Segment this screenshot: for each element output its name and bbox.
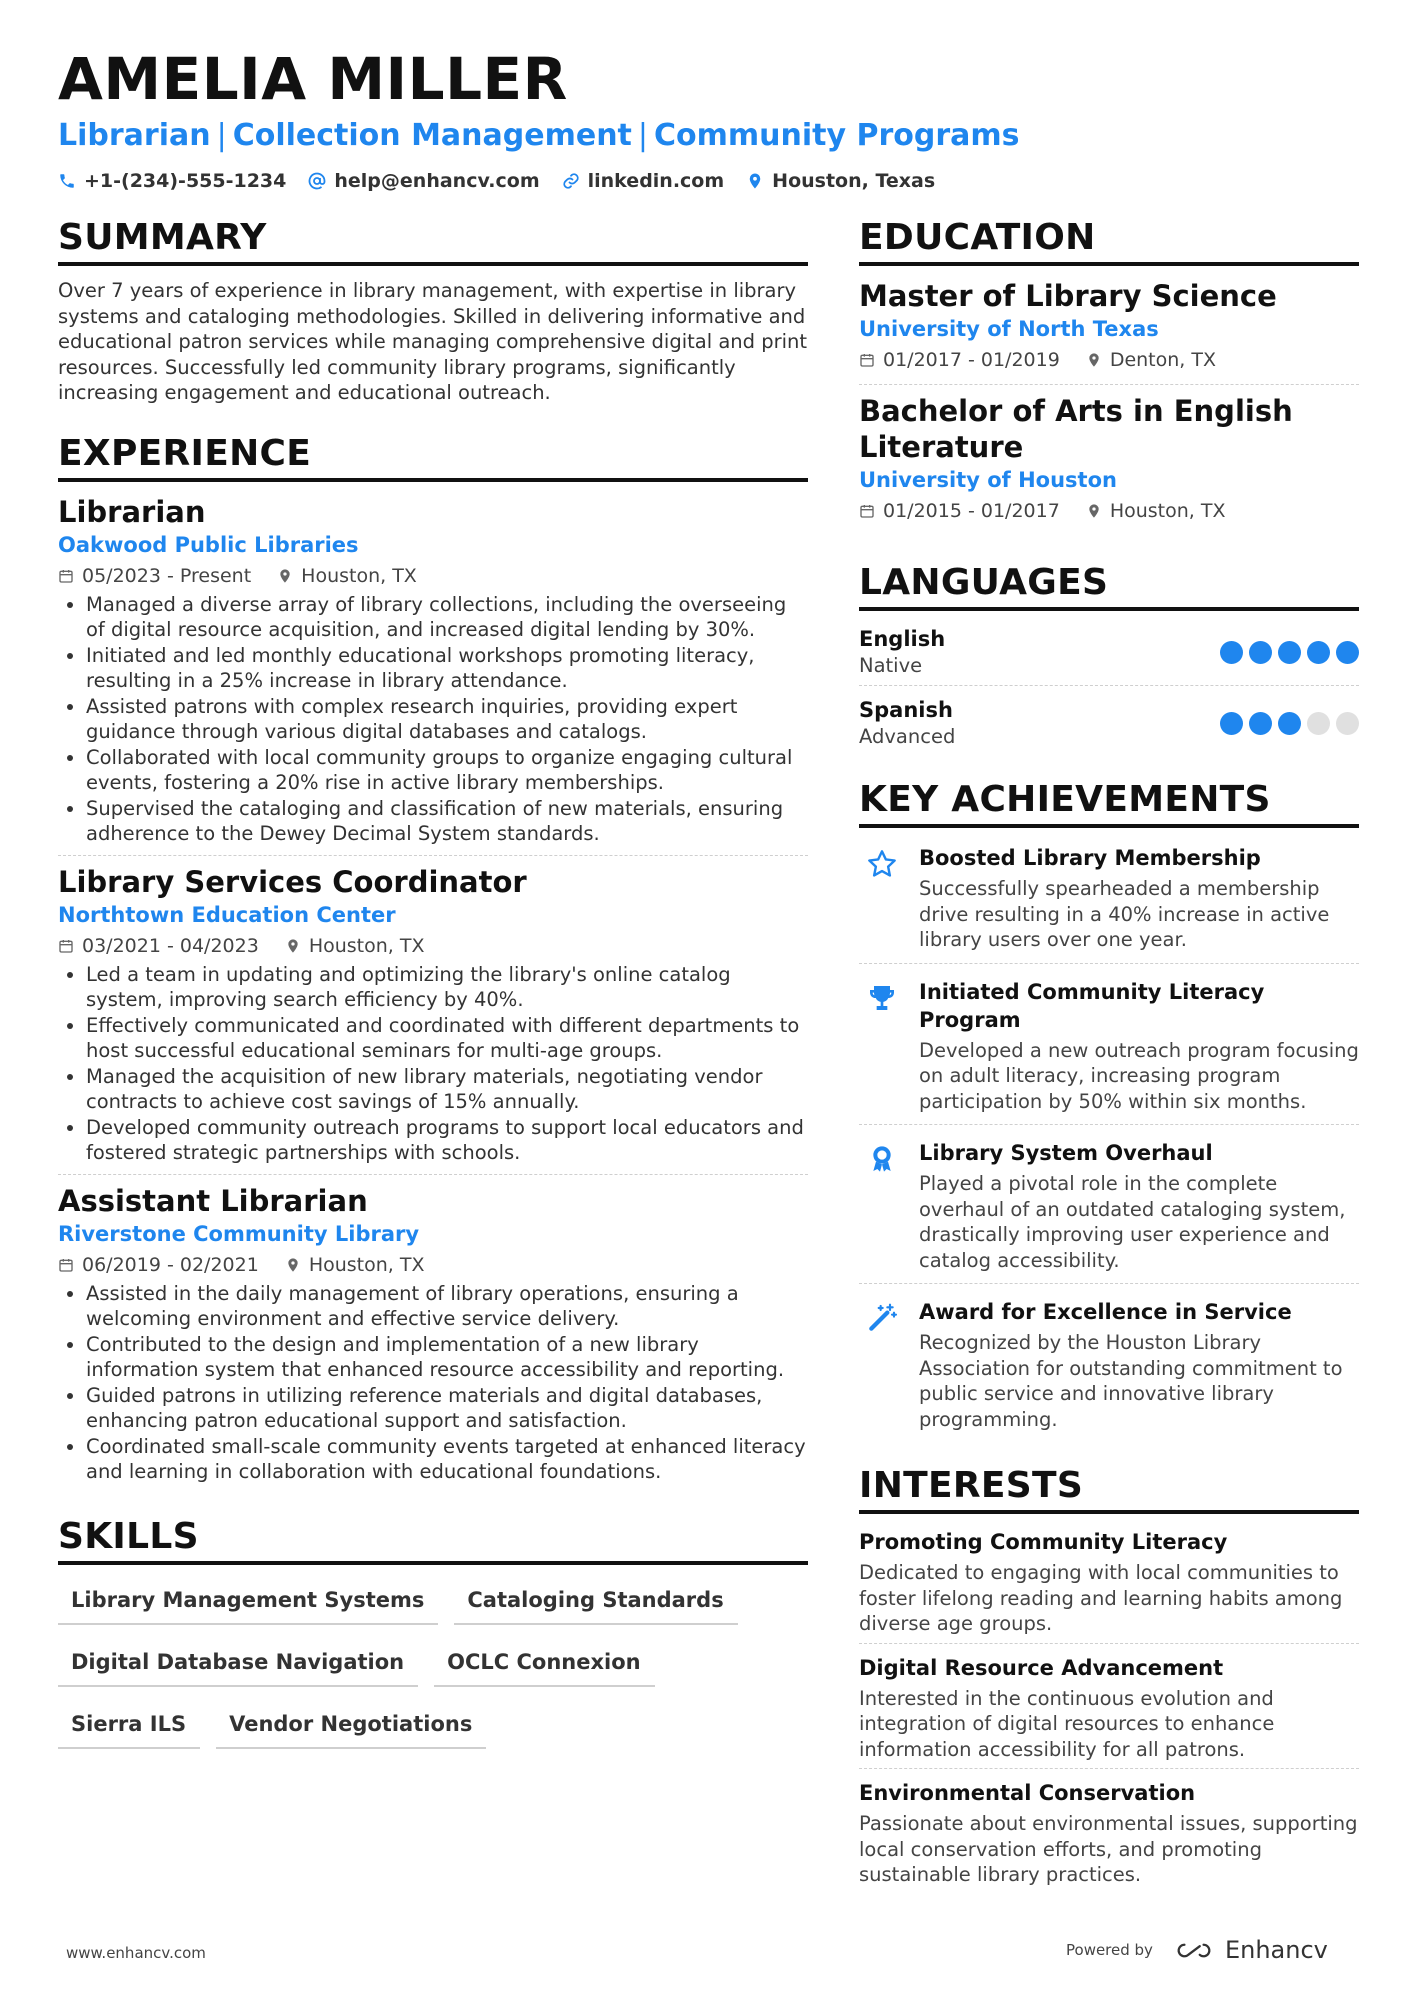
achievement-entry <box>859 840 1359 964</box>
job-bullets <box>58 962 808 1166</box>
calendar-icon <box>859 352 875 368</box>
language-rating <box>1220 641 1359 664</box>
job-entry <box>58 494 808 856</box>
location-pin-icon <box>285 938 301 954</box>
skill-tag: Sierra ILS <box>58 1701 200 1749</box>
achievement-desc: Played a pivotal role in the complete overhaul of an outdated cataloging system, drastically improving user experience and catalog accessibility. <box>919 1172 1346 1272</box>
job-location-text: Houston, TX <box>308 934 425 957</box>
job-meta <box>58 932 808 960</box>
education-meta <box>859 497 1359 525</box>
experience-section <box>58 432 808 1493</box>
job-location <box>277 562 417 590</box>
job-bullet: • Coordinated small-scale community events targeted at enhanced literacy and learning in collaboration with educational foundations. <box>86 1434 808 1485</box>
language-rating <box>1220 712 1359 735</box>
education-entry <box>859 393 1359 535</box>
achievements-section <box>859 778 1359 1442</box>
interest-title: Promoting Community Literacy <box>859 1530 1228 1554</box>
languages-section <box>859 561 1359 756</box>
headline-separator: | <box>637 118 648 153</box>
school-name: University of North Texas <box>859 317 1159 341</box>
candidate-name: AMELIA MILLER <box>58 45 568 113</box>
right-column <box>859 216 1359 1902</box>
rating-dot <box>1307 641 1330 664</box>
job-bullets <box>58 1281 808 1485</box>
achievement-title: Boosted Library Membership <box>919 846 1261 870</box>
headline <box>58 116 1020 156</box>
powered-by-text: Powered by <box>1066 1941 1153 1959</box>
education-section <box>859 216 1359 535</box>
linkedin-text: linkedin.com <box>587 170 725 192</box>
calendar-icon <box>58 1257 74 1273</box>
star-icon <box>866 848 898 880</box>
skills-heading: SKILLS <box>58 1515 808 1565</box>
calendar-icon <box>58 938 74 954</box>
language-level: Native <box>859 654 923 677</box>
phone-text: +1-(234)-555-1234 <box>84 170 287 192</box>
rating-dot <box>1336 712 1359 735</box>
footer-branding <box>1066 1936 1328 1964</box>
link-icon <box>562 172 580 190</box>
degree-title: Bachelor of Arts in English Literature <box>859 394 1293 464</box>
magic-wand-icon <box>866 1302 898 1334</box>
rating-dot <box>1278 712 1301 735</box>
achievement-desc: Successfully spearheaded a membership drive resulting in a 40% increase in active library users over one year. <box>919 877 1330 951</box>
job-dates <box>58 562 251 590</box>
job-meta <box>58 1251 808 1279</box>
job-bullet: • Assisted in the daily management of library operations, ensuring a welcoming environment and effective service delivery. <box>86 1281 808 1332</box>
language-name: English <box>859 627 946 651</box>
education-entry <box>859 278 1359 385</box>
location-text: Houston, Texas <box>772 170 936 192</box>
experience-heading: EXPERIENCE <box>58 432 808 482</box>
job-bullet: • Led a team in updating and optimizing the library's online catalog system, improving search efficiency by 40%. <box>86 962 808 1013</box>
location-pin-icon <box>277 568 293 584</box>
job-dates <box>58 1251 259 1279</box>
education-location <box>1086 346 1216 374</box>
interest-title: Environmental Conservation <box>859 1781 1196 1805</box>
contact-bar <box>58 168 935 194</box>
interest-entry <box>859 1777 1359 1894</box>
interests-heading: INTERESTS <box>859 1464 1359 1514</box>
education-heading: EDUCATION <box>859 216 1359 266</box>
education-dates-text: 01/2017 - 01/2019 <box>883 349 1060 371</box>
interest-entry <box>859 1526 1359 1644</box>
headline-title-2: Collection Management <box>232 118 632 153</box>
job-bullet: • Initiated and led monthly educational workshops promoting literacy, resulting in a 25% increase in library attendance. <box>86 643 808 694</box>
job-title: Librarian <box>58 494 206 529</box>
job-entry <box>58 1183 808 1493</box>
job-meta <box>58 562 808 590</box>
achievement-title: Award for Excellence in Service <box>919 1300 1292 1324</box>
achievement-desc: Recognized by the Houston Library Association for outstanding commitment to public service and innovative library programming. <box>919 1331 1343 1431</box>
footer-website[interactable]: www.enhancv.com <box>66 1944 206 1962</box>
job-bullet: • Collaborated with local community groups to organize engaging cultural events, fostering a 20% rise in active library memberships. <box>86 745 808 796</box>
achievement-entry <box>859 1135 1359 1284</box>
calendar-icon <box>859 503 875 519</box>
job-location <box>285 1251 425 1279</box>
skills-section <box>58 1515 808 1749</box>
summary-section <box>58 216 808 406</box>
job-bullet: • Supervised the cataloging and classification of new materials, ensuring adherence to the Dewey Decimal System standards. <box>86 796 808 847</box>
location-pin-icon <box>1086 503 1102 519</box>
job-dates-text: 03/2021 - 04/2023 <box>82 934 259 957</box>
education-dates <box>859 497 1060 525</box>
left-column <box>58 216 808 1749</box>
interest-desc: Passionate about environmental issues, supporting local conservation efforts, and promoting sustainable library practices. <box>859 1812 1358 1886</box>
rating-dot <box>1249 712 1272 735</box>
job-location-text: Houston, TX <box>308 1253 425 1276</box>
education-dates-text: 01/2015 - 01/2017 <box>883 500 1060 522</box>
achievement-title: Initiated Community Literacy Program <box>919 979 1265 1032</box>
location-pin-icon <box>1086 352 1102 368</box>
rating-dot <box>1307 712 1330 735</box>
interest-desc: Interested in the continuous evolution and integration of digital resources to enhance information accessibility for all patrons. <box>859 1686 1275 1761</box>
job-entry <box>58 864 808 1175</box>
achievements-heading: KEY ACHIEVEMENTS <box>859 778 1359 828</box>
trophy-icon <box>866 982 898 1014</box>
interest-desc: Dedicated to engaging with local communities to foster lifelong reading and learning habits among diverse age groups. <box>859 1561 1343 1635</box>
skills-list <box>58 1577 808 1749</box>
contact-location <box>746 168 935 194</box>
job-bullet: • Effectively communicated and coordinated with different departments to host successful educational seminars for multi-age groups. <box>86 1013 808 1064</box>
school-name: University of Houston <box>859 468 1117 492</box>
interest-entry <box>859 1652 1359 1770</box>
skill-tag: Vendor Negotiations <box>216 1701 486 1749</box>
education-location <box>1086 497 1226 525</box>
rating-dot <box>1220 712 1243 735</box>
enhancv-logo[interactable] <box>1171 1936 1328 1964</box>
skill-tag: Digital Database Navigation <box>58 1639 418 1687</box>
company-name: Riverstone Community Library <box>58 1221 420 1246</box>
rating-dot <box>1278 641 1301 664</box>
job-title: Assistant Librarian <box>58 1183 368 1218</box>
rating-dot <box>1220 641 1243 664</box>
education-location-text: Houston, TX <box>1109 500 1226 522</box>
languages-heading: LANGUAGES <box>859 561 1359 611</box>
education-meta <box>859 346 1359 374</box>
headline-title-1: Librarian <box>58 118 211 153</box>
job-title: Library Services Coordinator <box>58 864 527 899</box>
achievement-entry <box>859 1294 1359 1442</box>
language-name: Spanish <box>859 698 953 722</box>
achievement-entry <box>859 974 1359 1126</box>
job-location-text: Houston, TX <box>301 564 417 587</box>
contact-email[interactable] <box>308 168 539 194</box>
job-dates <box>58 932 259 960</box>
interests-section <box>859 1464 1359 1894</box>
skill-tag: OCLC Connexion <box>434 1639 654 1687</box>
contact-phone[interactable] <box>58 168 286 194</box>
calendar-icon <box>58 568 74 584</box>
job-dates-text: 06/2019 - 02/2021 <box>82 1253 259 1276</box>
contact-linkedin[interactable] <box>562 168 725 194</box>
interest-title: Digital Resource Advancement <box>859 1655 1224 1680</box>
phone-icon <box>58 172 76 190</box>
education-location-text: Denton, TX <box>1109 349 1216 371</box>
enhancv-logo-icon <box>1171 1939 1217 1962</box>
skill-tag: Library Management Systems <box>58 1577 438 1625</box>
headline-separator: | <box>216 118 227 153</box>
job-bullet: • Contributed to the design and implementation of a new library information system that enhanced resource accessibility and reporting. <box>86 1332 808 1383</box>
job-bullet: • Assisted patrons with complex research inquiries, providing expert guidance through various digital databases and catalogs. <box>86 694 808 745</box>
brand-name: Enhancv <box>1224 1936 1328 1964</box>
headline-title-3: Community Programs <box>654 118 1020 153</box>
company-name: Oakwood Public Libraries <box>58 532 359 557</box>
language-entry <box>859 623 1359 686</box>
job-location <box>285 932 425 960</box>
job-bullet: • Managed a diverse array of library collections, including the overseeing of digital resource acquisition, and increased digital lending by 30%. <box>86 592 808 643</box>
at-icon <box>308 172 326 190</box>
job-bullet: • Managed the acquisition of new library materials, negotiating vendor contracts to achieve cost savings of 15% annually. <box>86 1064 808 1115</box>
summary-text: Over 7 years of experience in library management, with expertise in library systems and cataloging methodologies. Skilled in delivering informative and educational patron services while managing comprehensive digital and print resources. Successfully led community library programs, significantly increasing engagement and educational outreach. <box>58 279 808 404</box>
job-bullets <box>58 592 808 847</box>
location-pin-icon <box>746 172 764 190</box>
achievement-title: Library System Overhaul <box>919 1141 1213 1165</box>
company-name: Northtown Education Center <box>58 902 396 927</box>
skill-tag: Cataloging Standards <box>454 1577 737 1625</box>
job-bullet: • Developed community outreach programs to support local educators and fostered strategic partnerships with schools. <box>86 1115 808 1166</box>
education-dates <box>859 346 1060 374</box>
summary-heading: SUMMARY <box>58 216 808 266</box>
degree-title: Master of Library Science <box>859 279 1277 313</box>
email-text: help@enhancv.com <box>334 170 540 192</box>
achievement-desc: Developed a new outreach program focusing on adult literacy, increasing program participation by 50% within six months. <box>919 1038 1359 1113</box>
medal-icon <box>866 1143 898 1175</box>
language-entry <box>859 694 1359 756</box>
language-level: Advanced <box>859 725 956 748</box>
location-pin-icon <box>285 1257 301 1273</box>
job-dates-text: 05/2023 - Present <box>82 564 252 587</box>
rating-dot <box>1249 641 1272 664</box>
rating-dot <box>1336 641 1359 664</box>
job-bullet: • Guided patrons in utilizing reference materials and digital databases, enhancing patron educational support and satisfaction. <box>86 1383 808 1434</box>
